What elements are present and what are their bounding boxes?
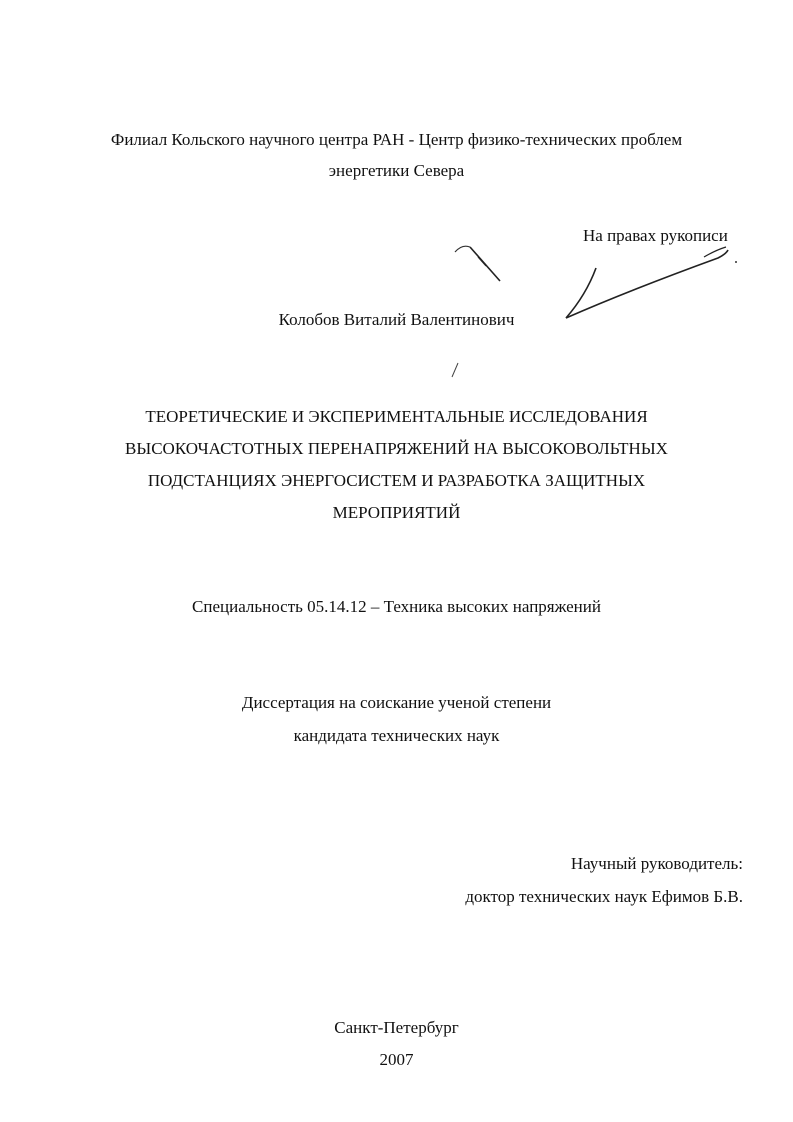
degree-line-2: кандидата технических наук (293, 726, 500, 745)
advisor-label: Научный руководитель: (570, 854, 743, 873)
year: 2007 (379, 1050, 414, 1069)
handwritten-signature (0, 0, 793, 400)
advisor-name: доктор технических наук Ефимов Б.В. (465, 887, 743, 906)
institution-line-1: Филиал Кольского научного центра РАН - Центр физико-технических проблем (110, 130, 683, 149)
author-name: Колобов Виталий Валентинович (278, 310, 515, 329)
degree-line-1: Диссертация на соискание ученой степени (241, 693, 552, 712)
title-line: ТЕОРЕТИЧЕСКИЕ И ЭКСПЕРИМЕНТАЛЬНЫЕ ИССЛЕДОВАНИЯ (145, 407, 648, 426)
title-line: МЕРОПРИЯТИЙ (332, 503, 461, 522)
title-line: ПОДСТАНЦИЯХ ЭНЕРГОСИСТЕМ И РАЗРАБОТКА ЗАЩИТНЫХ (147, 471, 646, 490)
city: Санкт-Петербург (334, 1018, 459, 1037)
rights-note: На правах рукописи (583, 226, 728, 245)
dissertation-title (0, 401, 793, 529)
title-line: ВЫСОКОЧАСТОТНЫХ ПЕРЕНАПРЯЖЕНИЙ НА ВЫСОКОВОЛЬТНЫХ (125, 439, 668, 458)
specialty: Специальность 05.14.12 – Техника высоких напряжений (192, 597, 601, 616)
institution-line-2: энергетики Севера (328, 161, 465, 180)
